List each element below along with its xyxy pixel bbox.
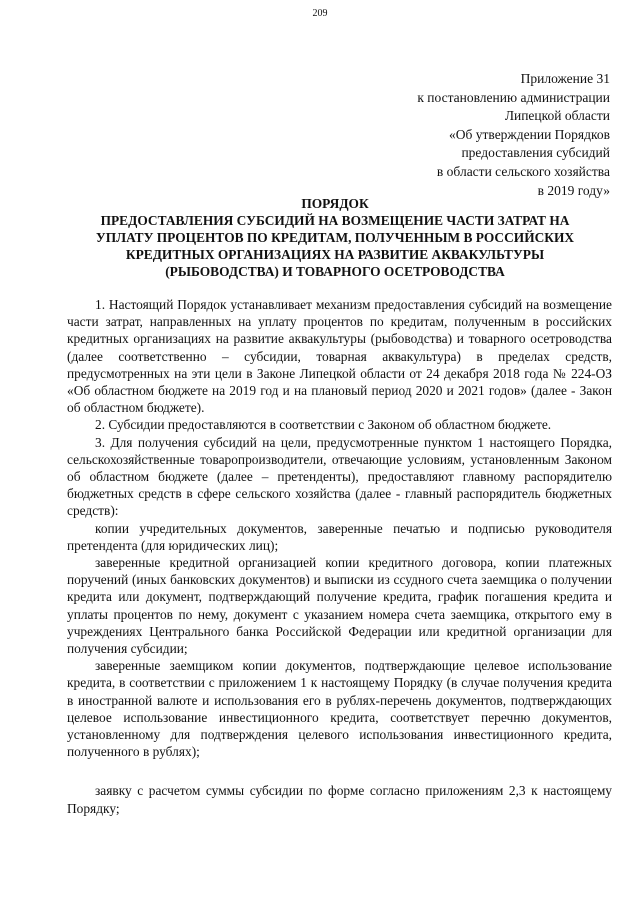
appendix-line: «Об утверждении Порядков (449, 126, 610, 142)
list-item-credit-documents: заверенные кредитной организацией копии кредитного договора, копии платежных поручений (иных банковских документов) и выписки из ссудного счета заемщика о получении кредита или документ, подтверждающий получение кредита, график погашения кредита и уплаты процентов по нему, документ с указанием номера счета заемщика, открытого ему в учреждениях Центрального банка Российской Федерации или кредитной организации для получения субсидии; (67, 555, 612, 657)
title-line: ПРЕДОСТАВЛЕНИЯ СУБСИДИЙ НА ВОЗМЕЩЕНИЕ ЧАСТИ ЗАТРАТ НА (100, 213, 570, 228)
appendix-header (310, 70, 610, 200)
appendix-line: в 2019 году» (537, 182, 610, 198)
appendix-line: Приложение 31 (520, 71, 610, 86)
title-line: КРЕДИТНЫХ ОРГАНИЗАЦИЯХ НА РАЗВИТИЕ АКВАКУЛЬТУРЫ (125, 247, 545, 262)
title-line: (РЫБОВОДСТВА) И ТОВАРНОГО ОСЕТРОВОДСТВА (165, 264, 505, 279)
list-item-founding-documents: копии учредительных документов, заверенные печатью и подписью руководителя претендента (для юридических лиц); (67, 520, 612, 553)
document-title (55, 195, 615, 280)
appendix-line: в области сельского хозяйства (436, 163, 610, 179)
list-item-application: заявку с расчетом суммы субсидии по форме согласно приложениям 2,3 к настоящему Порядку; (67, 783, 612, 816)
appendix-line: Липецкой области (504, 108, 610, 124)
document-body (67, 296, 612, 817)
paragraph-1: 1. Настоящий Порядок устанавливает механизм предоставления субсидий на возмещение части затрат, направленных на уплату процентов по кредитам, полученным в российских кредитных организациях на развитие аквакультуры (рыбоводства) и товарного осетроводства (далее соответственно – субсидии, товарная аквакультура) в пределах средств, предусмотренных на эти цели в Законе Липецкой области от 24 декабря 2018 года № 224-ОЗ «Об областном бюджете на 2019 год и на плановый период 2020 и 2021 годов» (далее - Закон об областном бюджете). (67, 297, 612, 416)
title-line: ПОРЯДОК (301, 196, 369, 211)
page-number: 209 (312, 8, 328, 19)
appendix-line: к постановлению администрации (417, 89, 610, 105)
list-item-target-use-documents: заверенные заемщиком копии документов, подтверждающие целевое использование кредита, в соответствии с приложением 1 к настоящему Порядку (в случае получения кредита в иностранной валюте и использования его в рублях-перечень документов, подтверждающих целевое использование инвестиционного кредита, соответствует перечню документов, установленному для подтверждения целевого использования инвестиционного кредита, полученного в рублях); (67, 658, 612, 760)
paragraph-3: 3. Для получения субсидий на цели, предусмотренные пунктом 1 настоящего Порядка, сельскохозяйственные товаропроизводители, отвечающие условиям, установленным Законом об областном бюджете (далее – претенденты), предоставляют главному распорядителю бюджетных средств в сфере сельского хозяйства (далее - главный распорядитель бюджетных средств): (67, 434, 612, 519)
title-line: УПЛАТУ ПРОЦЕНТОВ ПО КРЕДИТАМ, ПОЛУЧЕННЫМ В РОССИЙСКИХ (95, 230, 575, 245)
paragraph-2: 2. Субсидии предоставляются в соответствии с Законом об областном бюджете. (95, 417, 552, 433)
appendix-line: предоставления субсидий (461, 145, 610, 161)
